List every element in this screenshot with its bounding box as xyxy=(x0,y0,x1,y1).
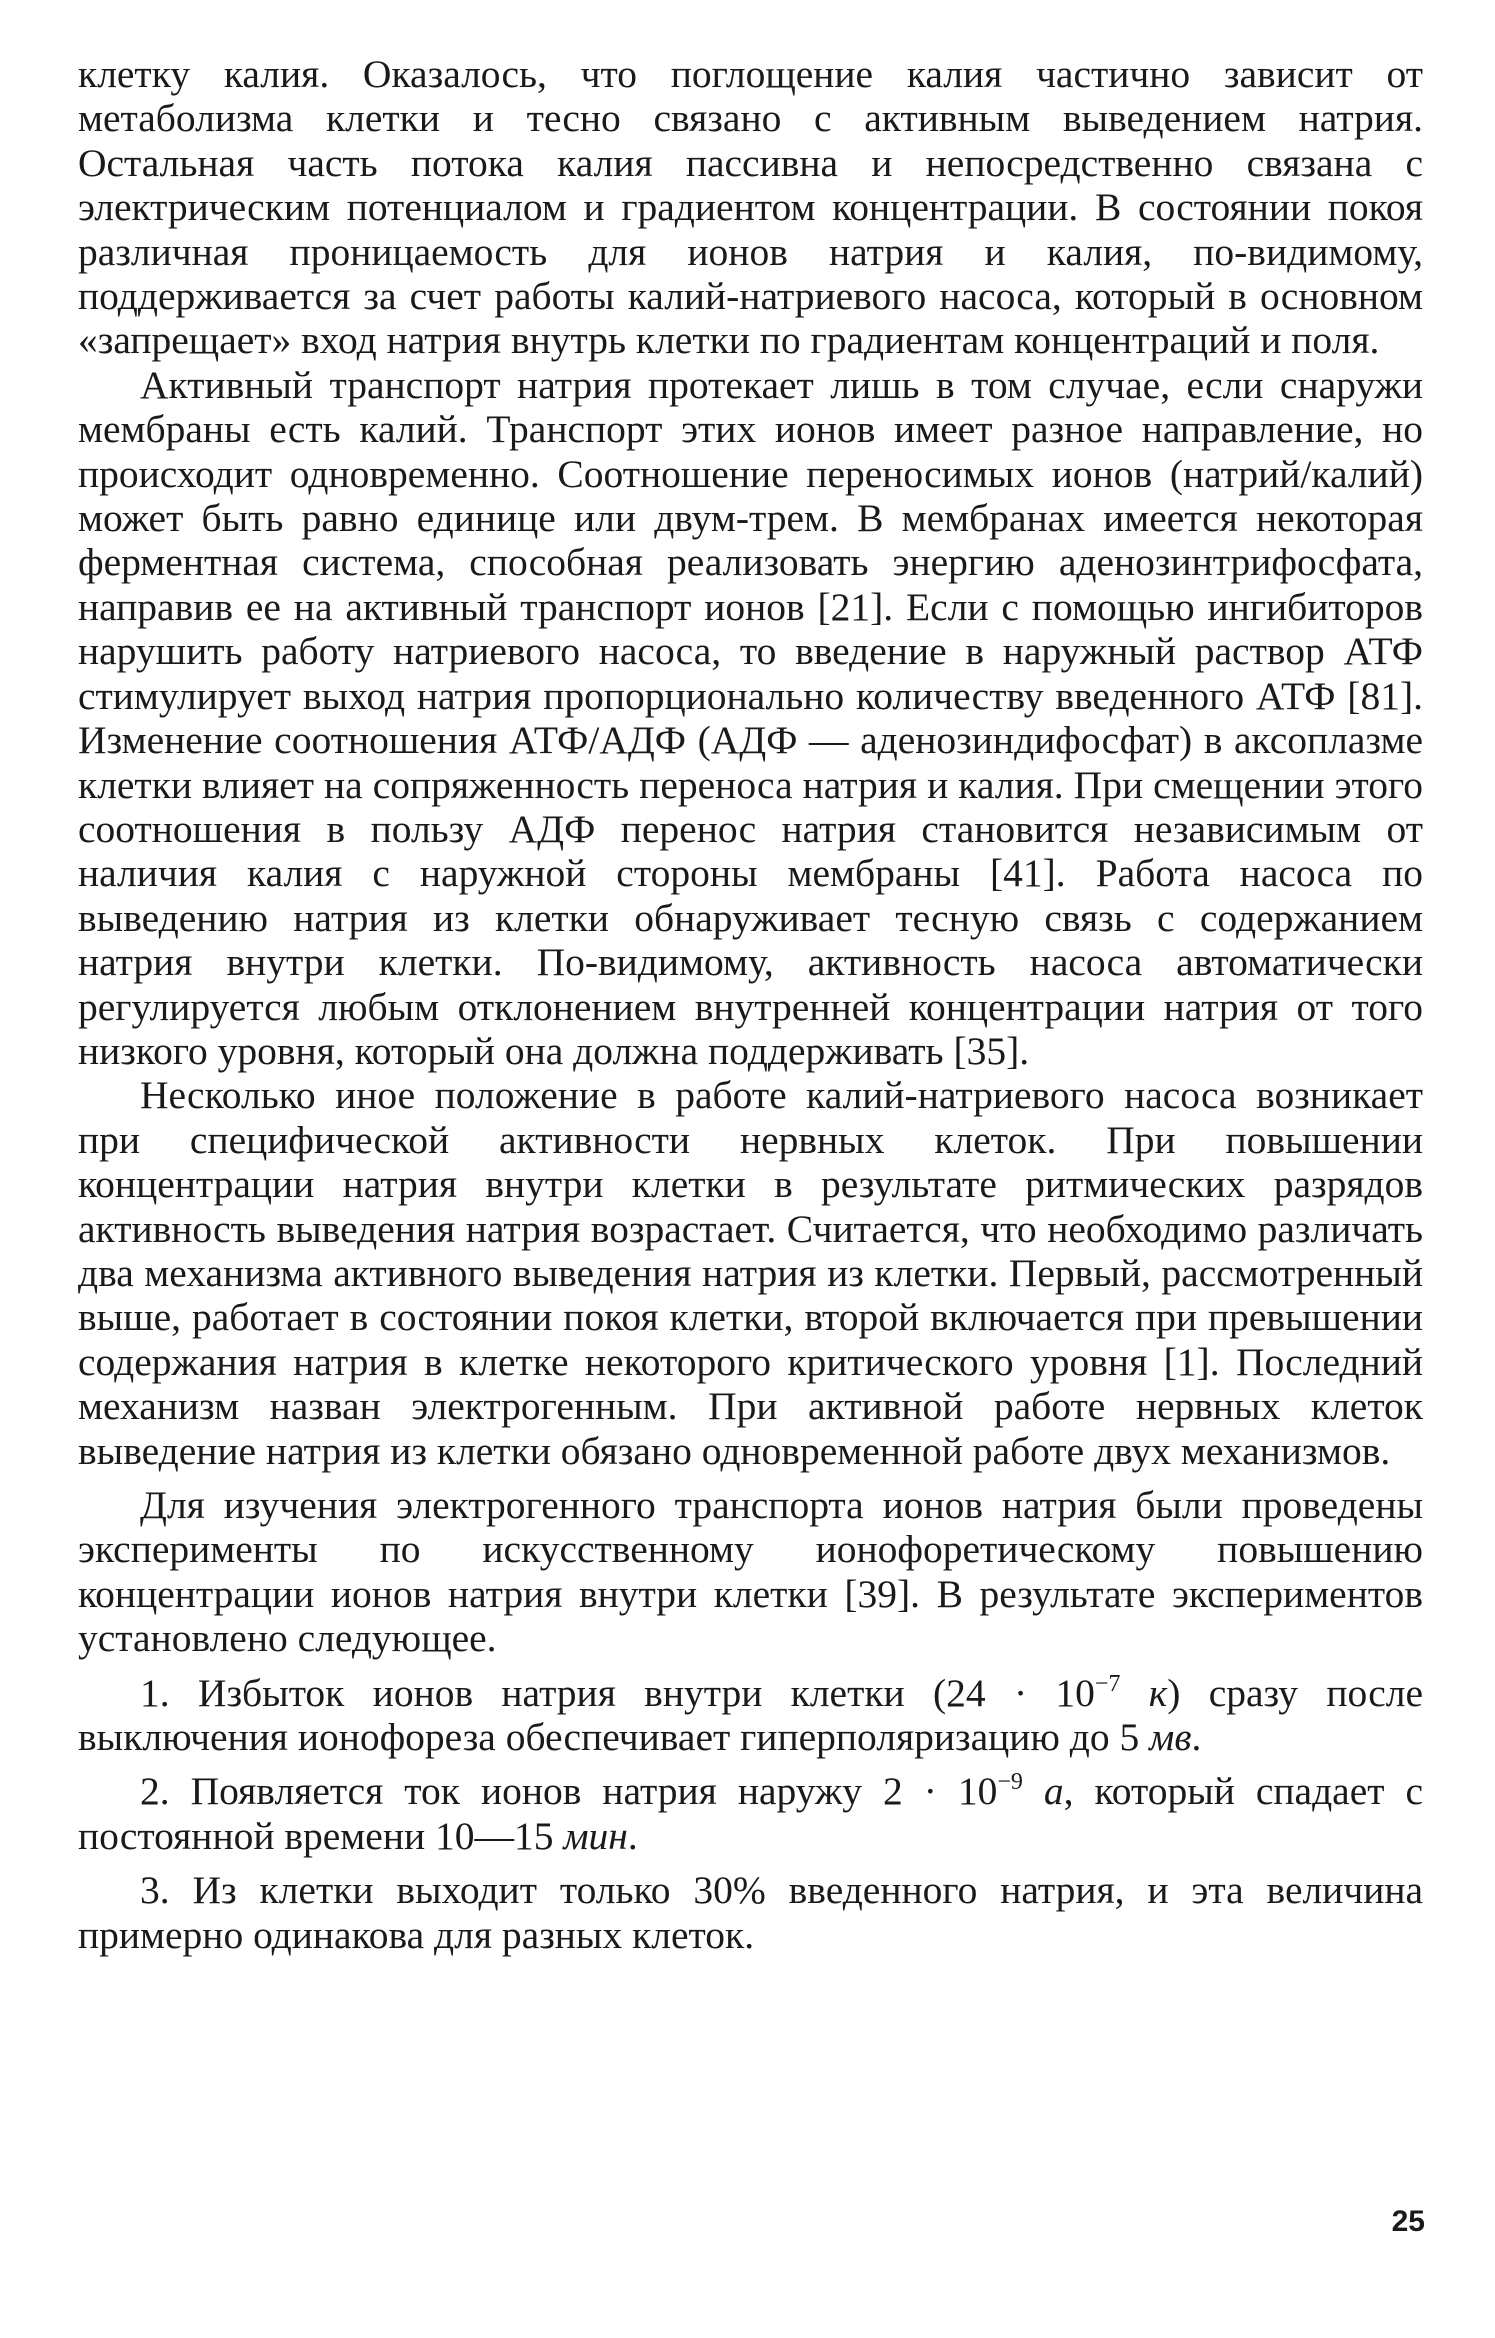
list-item-1: 1. Избыток ионов натрия внутри клетки ($24 \cdot 10^{-7}$ к) сразу после выключения ионофореза обеспечивает гиперполяризацию до 5 мв. xyxy=(78,1670,1424,1760)
unit: мв xyxy=(1149,1715,1192,1760)
exponent: −7 xyxy=(1094,1670,1121,1697)
paragraph-4: Для изучения электрогенного транспорта ионов натрия были проведены эксперименты по искусственному ионофоретическому повышению концентрации ионов натрия внутри клетки [39]. В результате экспериментов установлено следующее. xyxy=(78,1483,1423,1661)
list-item-2: 2. Появляется ток ионов натрия наружу $2 \cdot 10^{-9}$ а, который спадает с постоянной времени 10—15 мин. xyxy=(78,1769,1424,1858)
paragraph-2: Активный транспорт натрия протекает лишь в том случае, если снаружи мембраны есть калий. Транспорт этих ионов имеет разное направление, но происходит одновременно. Соотношение переносимых ионов (натрий/калий) может быть равно единице или двум-трем. В мембранах имеется некоторая ферментная система, способная реализовать энергию аденозинтрифосфата, направив ее на активный транспорт ионов [21]. Если с помощью ингибиторов нарушить работу натриевого насоса, то введение в наружный раствор АТФ стимулирует выход натрия пропорционально количеству введенного АТФ [81]. Изменение соотношения АТФ/АДФ (АДФ — аденозиндифосфат) в аксоплазме клетки влияет на сопряженность переноса натрия и калия. При смещении этого соотношения в пользу АДФ перенос натрия становится независимым от наличия калия с наружной стороны мембраны [41]. Работа насоса по выведению натрия из клетки обнаруживает тесную связь с содержанием натрия внутри клетки. По-видимому, активность насоса автоматически регулируется любым отклонением внутренней концентрации натрия от того низкого уровня, который она должна поддерживать [35]. xyxy=(78,362,1423,1073)
list-item-3: 3. Из клетки выходит только 30% введенного натрия, и эта величина примерно одинакова для разных клеток. xyxy=(78,1868,1423,1957)
paragraph-1: клетку калия. Оказалось, что поглощение калия частично зависит от метаболизма клетки и тесно связано с активным выведением натрия. Остальная часть потока калия пассивна и непосредственно связана с электрическим потенциалом и градиентом концентрации. В состоянии покоя различная проницаемость для ионов натрия и калия, по-видимому, поддерживается за счет работы калий-натриевого насоса, который в основном «запрещает» вход натрия внутрь клетки по градиентам концентраций и поля. xyxy=(78,52,1423,363)
page-body xyxy=(78,52,1423,1957)
page-number: 25 xyxy=(1391,2205,1425,2238)
unit: а xyxy=(1043,1769,1064,1814)
unit: мин xyxy=(563,1813,628,1858)
exponent: −9 xyxy=(997,1769,1023,1796)
unit: к xyxy=(1148,1670,1168,1715)
paragraph-3: Несколько иное положение в работе калий-натриевого насоса возникает при специфической активности нервных клеток. При повышении концентрации натрия внутри клетки в результате ритмических разрядов активность выведения натрия возрастает. Считается, что необходимо различать два механизма активного выведения натрия из клетки. Первый, рассмотренный выше, работает в состоянии покоя клетки, второй включается при превышении содержания натрия в клетке некоторого критического уровня [1]. Последний механизм назван электрогенным. При активной работе нервных клеток выведение натрия из клетки обязано одновременной работе двух механизмов. xyxy=(78,1073,1423,1473)
